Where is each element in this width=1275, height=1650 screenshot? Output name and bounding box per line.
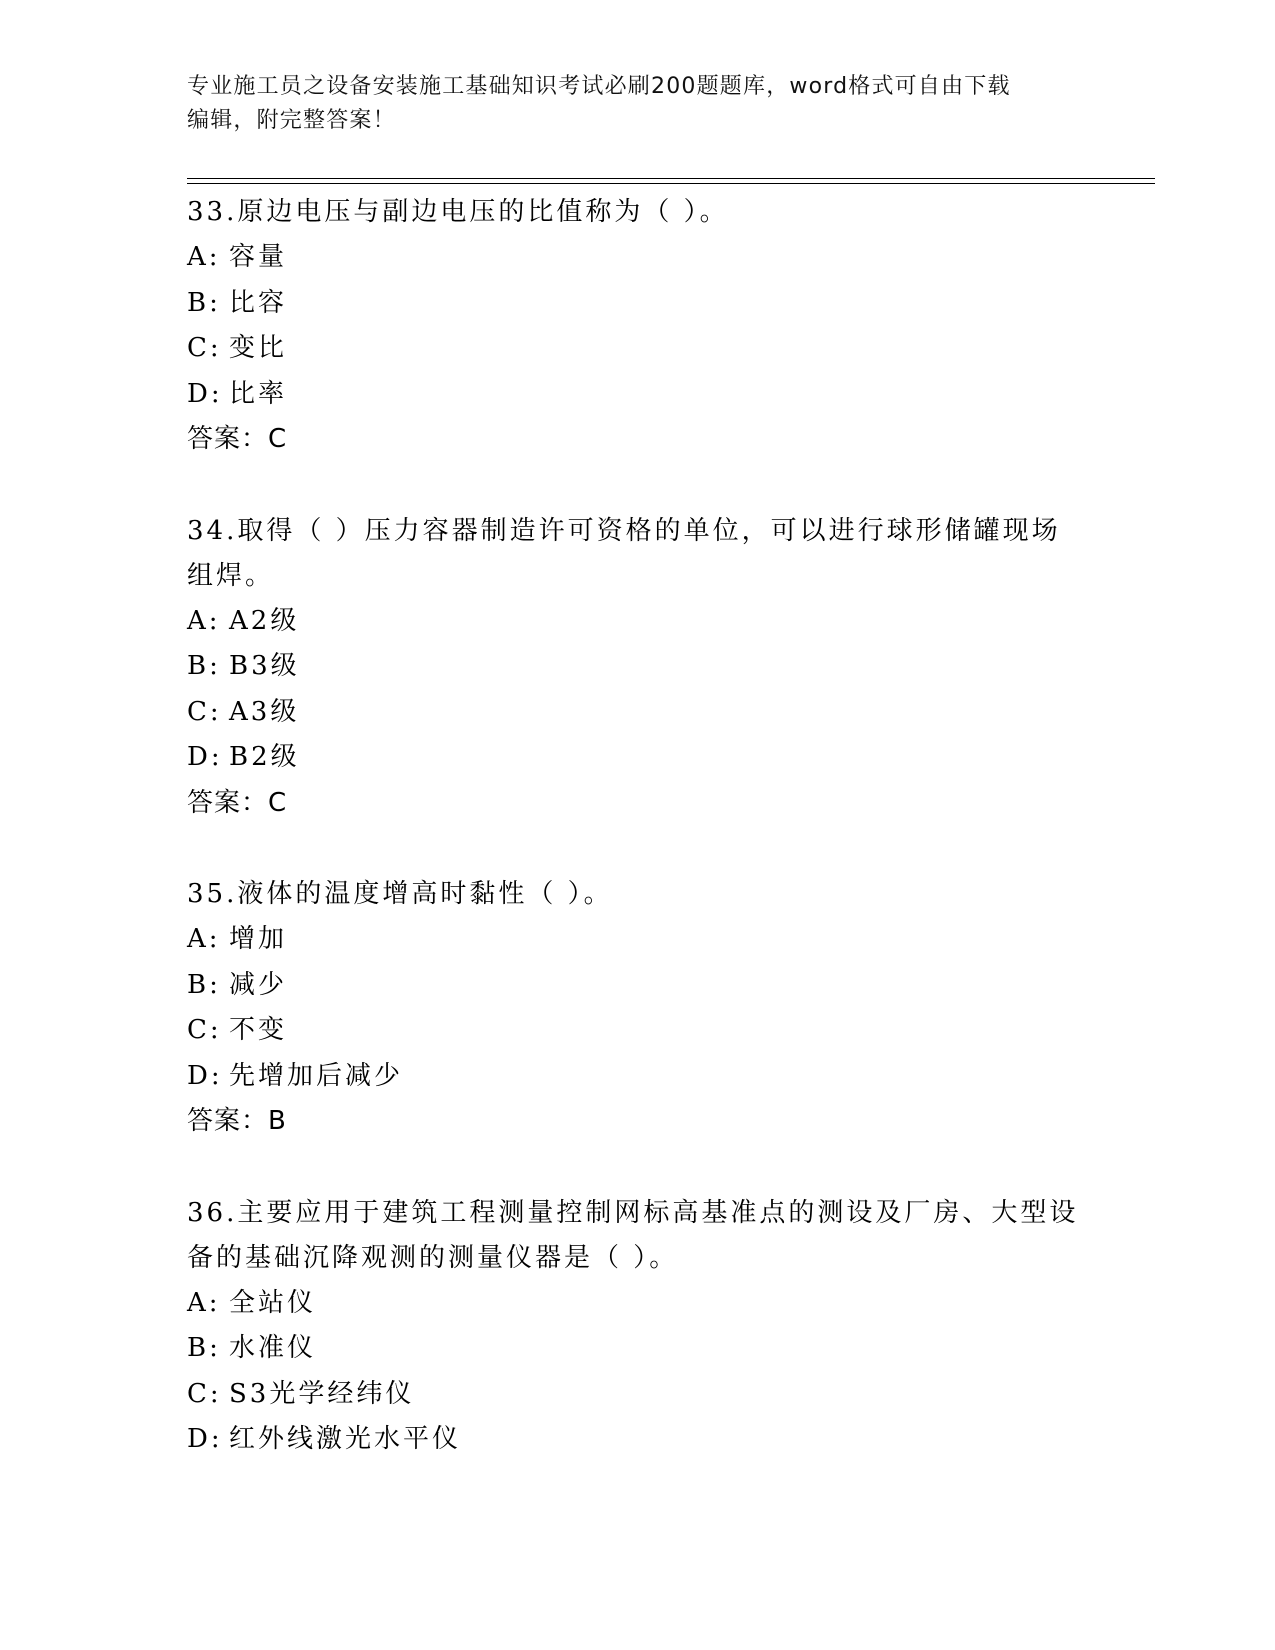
option-d — [187, 1054, 1087, 1100]
option-key: D: — [187, 1424, 223, 1454]
option-text: 比容 — [229, 287, 288, 318]
option-c — [187, 690, 1087, 736]
option-d — [187, 372, 1087, 418]
header-line-1: 专业施工员之设备安装施工基础知识考试必刷200题题库，word格式可自由下载 — [187, 74, 1011, 99]
option-a — [187, 599, 1087, 645]
option-text: 红外线激光水平仪 — [229, 1424, 462, 1454]
option-text: 全站仪 — [229, 1287, 317, 1318]
question-text-continued: 组焊。 — [187, 560, 275, 591]
header-line-2: 编辑，附完整答案！ — [187, 108, 396, 133]
option-a — [187, 1281, 1087, 1327]
option-text: 变比 — [229, 333, 288, 363]
option-key: A: — [187, 924, 221, 954]
option-text: 比率 — [229, 378, 288, 409]
option-a — [187, 235, 1087, 281]
option-b — [187, 281, 1087, 327]
question-35 — [187, 872, 1087, 1145]
option-key: B: — [187, 969, 221, 1000]
option-key: D: — [187, 742, 223, 772]
question-text: 36.主要应用于建筑工程测量控制网标高基准点的测设及厂房、大型设 — [187, 1197, 1079, 1228]
option-text: S3光学经纬仪 — [229, 1378, 415, 1409]
document-header — [187, 70, 1087, 138]
option-text: A2级 — [229, 605, 300, 636]
option-text: B3级 — [229, 651, 300, 681]
option-key: C: — [187, 696, 222, 727]
option-text: 不变 — [229, 1015, 288, 1045]
option-a — [187, 917, 1087, 963]
option-text: 容量 — [229, 242, 288, 272]
option-d — [187, 1417, 1087, 1463]
option-key: C: — [187, 1378, 222, 1409]
question-text-continued: 备的基础沉降观测的测量仪器是（ ）。 — [187, 1242, 679, 1273]
option-key: C: — [187, 333, 222, 363]
question-text: 34.取得（ ）压力容器制造许可资格的单位，可以进行球形储罐现场 — [187, 515, 1061, 546]
question-36 — [187, 1191, 1087, 1463]
option-key: A: — [187, 605, 221, 636]
option-text: 先增加后减少 — [229, 1060, 404, 1091]
answer-line: 答案：C — [187, 424, 288, 454]
option-key: B: — [187, 651, 221, 681]
option-key: A: — [187, 242, 221, 272]
option-text: B2级 — [229, 742, 300, 772]
option-text: 减少 — [229, 969, 288, 1000]
header-divider-bottom — [187, 183, 1155, 184]
question-34 — [187, 509, 1087, 827]
answer-line: 答案：B — [187, 1106, 287, 1136]
question-list — [187, 190, 1087, 1509]
option-text: 增加 — [229, 924, 288, 954]
question-text: 33.原边电压与副边电压的比值称为（ ）。 — [187, 197, 729, 227]
question-33 — [187, 190, 1087, 463]
option-b — [187, 963, 1087, 1009]
option-text: 水准仪 — [229, 1333, 317, 1363]
header-divider-top — [187, 178, 1155, 179]
answer-line: 答案：C — [187, 787, 288, 818]
option-key: D: — [187, 378, 223, 409]
option-key: D: — [187, 1060, 223, 1091]
option-b — [187, 1326, 1087, 1372]
option-b — [187, 644, 1087, 690]
option-key: B: — [187, 1333, 221, 1363]
option-c — [187, 1372, 1087, 1418]
option-text: A3级 — [229, 696, 300, 727]
option-key: A: — [187, 1287, 221, 1318]
option-c — [187, 1008, 1087, 1054]
option-c — [187, 326, 1087, 372]
question-text: 35.液体的温度增高时黏性（ ）。 — [187, 879, 613, 909]
option-key: B: — [187, 287, 221, 318]
option-d — [187, 735, 1087, 781]
option-key: C: — [187, 1015, 222, 1045]
